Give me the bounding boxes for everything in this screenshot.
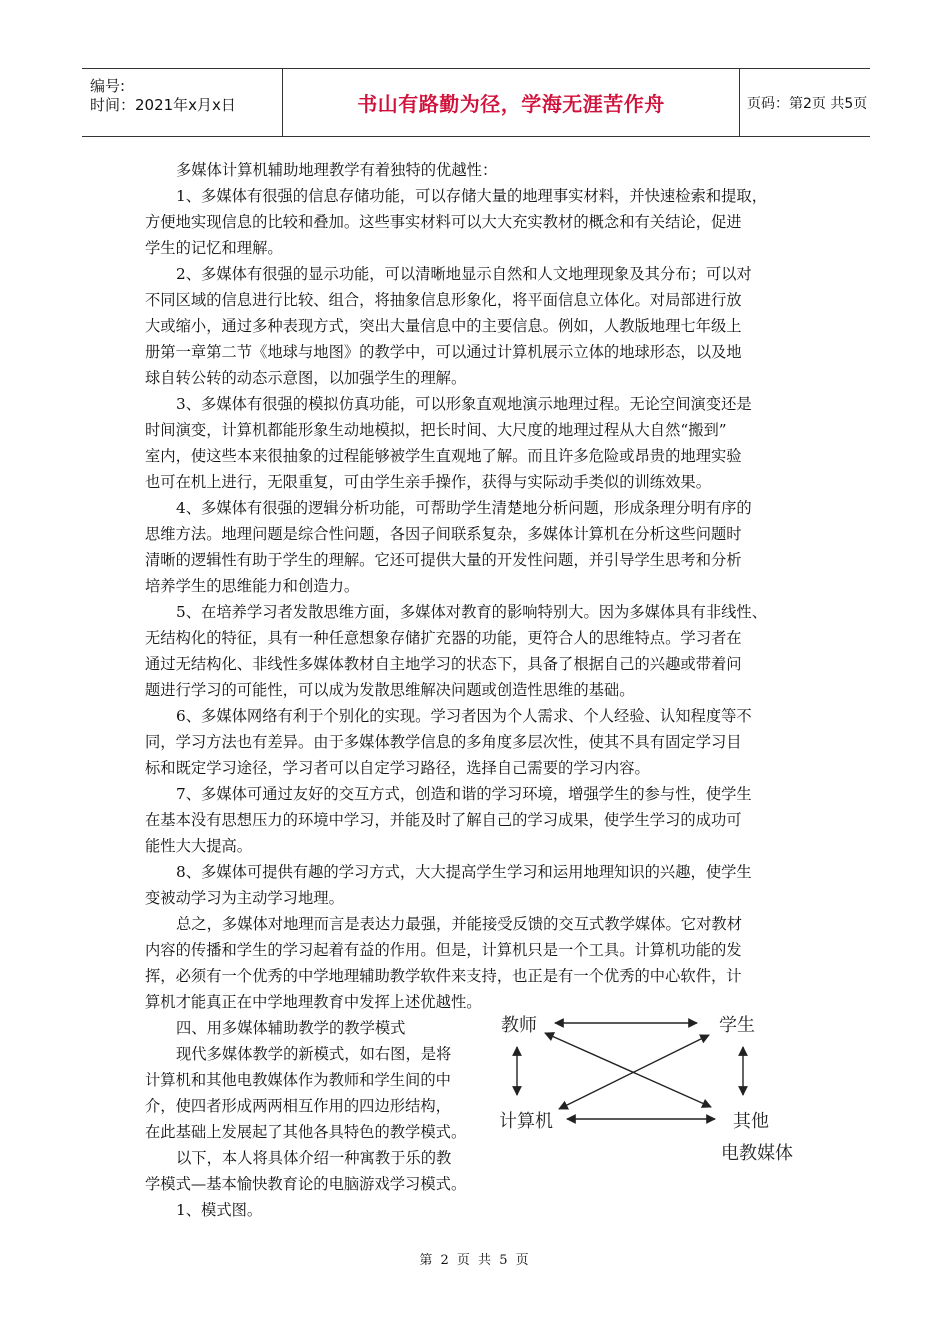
text-line: 1、多媒体有很强的信息存储功能，可以存储大量的地理事实材料，并快速检索和提取， bbox=[176, 187, 768, 205]
text-line: 标和既定学习途径，学习者可以自定学习路径，选择自己需要的学习内容。 bbox=[145, 759, 650, 777]
text-line: 方便地实现信息的比较和叠加。这些事实材料可以大大充实教材的概念和有关结论，促进 bbox=[145, 213, 742, 231]
page-header bbox=[82, 68, 870, 137]
text-line: 8、多媒体可提供有趣的学习方式，大大提高学生学习和运用地理知识的兴趣，使学生 bbox=[176, 863, 752, 881]
teaching-model-diagram bbox=[497, 1003, 802, 1168]
text-line: 能性大大提高。 bbox=[145, 837, 253, 855]
text-line: 球自转公转的动态示意图，以加强学生的理解。 bbox=[145, 369, 467, 387]
text-line: 时间演变，计算机都能形象生动地模拟，把长时间、大尺度的地理过程从大自然“搬到” bbox=[145, 421, 727, 439]
document-date-label: 时间：2021年x月x日 bbox=[90, 96, 236, 114]
text-line: 同，学习方法也有差异。由于多媒体教学信息的多角度多层次性，使其不具有固定学习目 bbox=[145, 733, 742, 751]
text-line: 挥，必须有一个优秀的中学地理辅助教学软件来支持，也正是有一个优秀的中心软件，计 bbox=[145, 967, 742, 985]
text-line: 无结构化的特征，具有一种任意想象存储扩充器的功能，更符合人的思维特点。学习者在 bbox=[145, 629, 742, 647]
text-line: 6、多媒体网络有利于个别化的实现。学习者因为个人需求、个人经验、认知程度等不 bbox=[176, 707, 752, 725]
node-other-line2: 电教媒体 bbox=[721, 1143, 793, 1164]
side-text-line: 现代多媒体教学的新模式，如右图，是将 bbox=[176, 1045, 452, 1063]
side-text-line: 学模式—基本愉快教育论的电脑游戏学习模式。 bbox=[145, 1175, 467, 1193]
text-line: 室内，使这些本来很抽象的过程能够被学生直观地了解。而且许多危险或昂贵的地理实验 bbox=[145, 447, 742, 465]
text-line: 内容的传播和学生的学习起着有益的作用。但是，计算机只是一个工具。计算机功能的发 bbox=[145, 941, 742, 959]
text-line: 通过无结构化、非线性多媒体教材自主地学习的状态下，具备了根据自己的兴趣或带着问 bbox=[145, 655, 742, 673]
side-text-line: 介，使四者形成两两相互作用的四边形结构， bbox=[145, 1097, 451, 1115]
side-text-line: 1、模式图。 bbox=[176, 1201, 263, 1219]
text-line: 思维方法。地理问题是综合性问题，各因子间联系复杂，多媒体计算机在分析这些问题时 bbox=[145, 525, 742, 543]
node-teacher: 教师 bbox=[501, 1015, 537, 1036]
text-line: 也可在机上进行，无限重复，可由学生亲手操作，获得与实际动手类似的训练效果。 bbox=[145, 473, 711, 491]
page-footer: 第 2 页 共 5 页 bbox=[419, 1253, 531, 1268]
header-page-cell bbox=[740, 69, 870, 136]
text-line: 7、多媒体可通过友好的交互方式，创造和谐的学习环境，增强学生的参与性，使学生 bbox=[176, 785, 752, 803]
text-line: 大或缩小，通过多种表现方式，突出大量信息中的主要信息。例如，人教版地理七年级上 bbox=[145, 317, 742, 335]
text-line: 算机才能真正在中学地理教育中发挥上述优越性。 bbox=[145, 993, 482, 1011]
text-line: 4、多媒体有很强的逻辑分析功能，可帮助学生清楚地分析问题，形成条理分明有序的 bbox=[176, 499, 752, 517]
page-number-info: 页码：第2页 共5页 bbox=[747, 96, 868, 112]
text-line: 3、多媒体有很强的模拟仿真功能，可以形象直观地演示地理过程。无论空间演变还是 bbox=[176, 395, 752, 413]
motto-text: 书山有路勤为径，学海无涯苦作舟 bbox=[357, 92, 665, 116]
node-student: 学生 bbox=[719, 1015, 755, 1036]
side-text-line: 以下，本人将具体介绍一种寓教于乐的教 bbox=[176, 1149, 452, 1167]
text-line: 清晰的逻辑性有助于学生的理解。它还可提供大量的开发性问题，并引导学生思考和分析 bbox=[145, 551, 742, 569]
side-text-line: 计算机和其他电教媒体作为教师和学生间的中 bbox=[145, 1071, 451, 1089]
text-line: 不同区域的信息进行比较、组合，将抽象信息形象化，将平面信息立体化。对局部进行放 bbox=[145, 291, 742, 309]
text-line: 培养学生的思维能力和创造力。 bbox=[145, 577, 360, 595]
side-text-line: 在此基础上发展起了其他各具特色的教学模式。 bbox=[145, 1123, 467, 1141]
header-meta-cell bbox=[82, 69, 282, 136]
text-line: 在基本没有思想压力的环境中学习，并能及时了解自己的学习成果，使学生学习的成功可 bbox=[145, 811, 742, 829]
student-computer-arrow bbox=[559, 1035, 709, 1109]
document-number-label: 编号: bbox=[90, 77, 126, 95]
text-line: 2、多媒体有很强的显示功能，可以清晰地显示自然和人文地理现象及其分布；可以对 bbox=[176, 265, 752, 283]
text-line: 题进行学习的可能性，可以成为发散思维解决问题或创造性思维的基础。 bbox=[145, 681, 635, 699]
teacher-other-arrow bbox=[545, 1033, 711, 1107]
node-other-line1: 其他 bbox=[733, 1111, 769, 1132]
text-line: 5、在培养学习者发散思维方面，多媒体对教育的影响特别大。因为多媒体具有非线性、 bbox=[176, 603, 768, 621]
text-line: 多媒体计算机辅助地理教学有着独特的优越性： bbox=[176, 161, 498, 179]
text-line: 变被动学习为主动学习地理。 bbox=[145, 889, 344, 907]
text-line: 学生的记忆和理解。 bbox=[145, 239, 283, 257]
node-computer: 计算机 bbox=[499, 1111, 553, 1132]
section-heading: 四、用多媒体辅助教学的教学模式 bbox=[176, 1019, 406, 1037]
header-motto-cell bbox=[282, 69, 740, 136]
text-line: 总之，多媒体对地理而言是表达力最强，并能接受反馈的交互式教学媒体。它对教材 bbox=[176, 915, 742, 933]
text-line: 册第一章第二节《地球与地图》的教学中，可以通过计算机展示立体的地球形态，以及地 bbox=[145, 343, 742, 361]
